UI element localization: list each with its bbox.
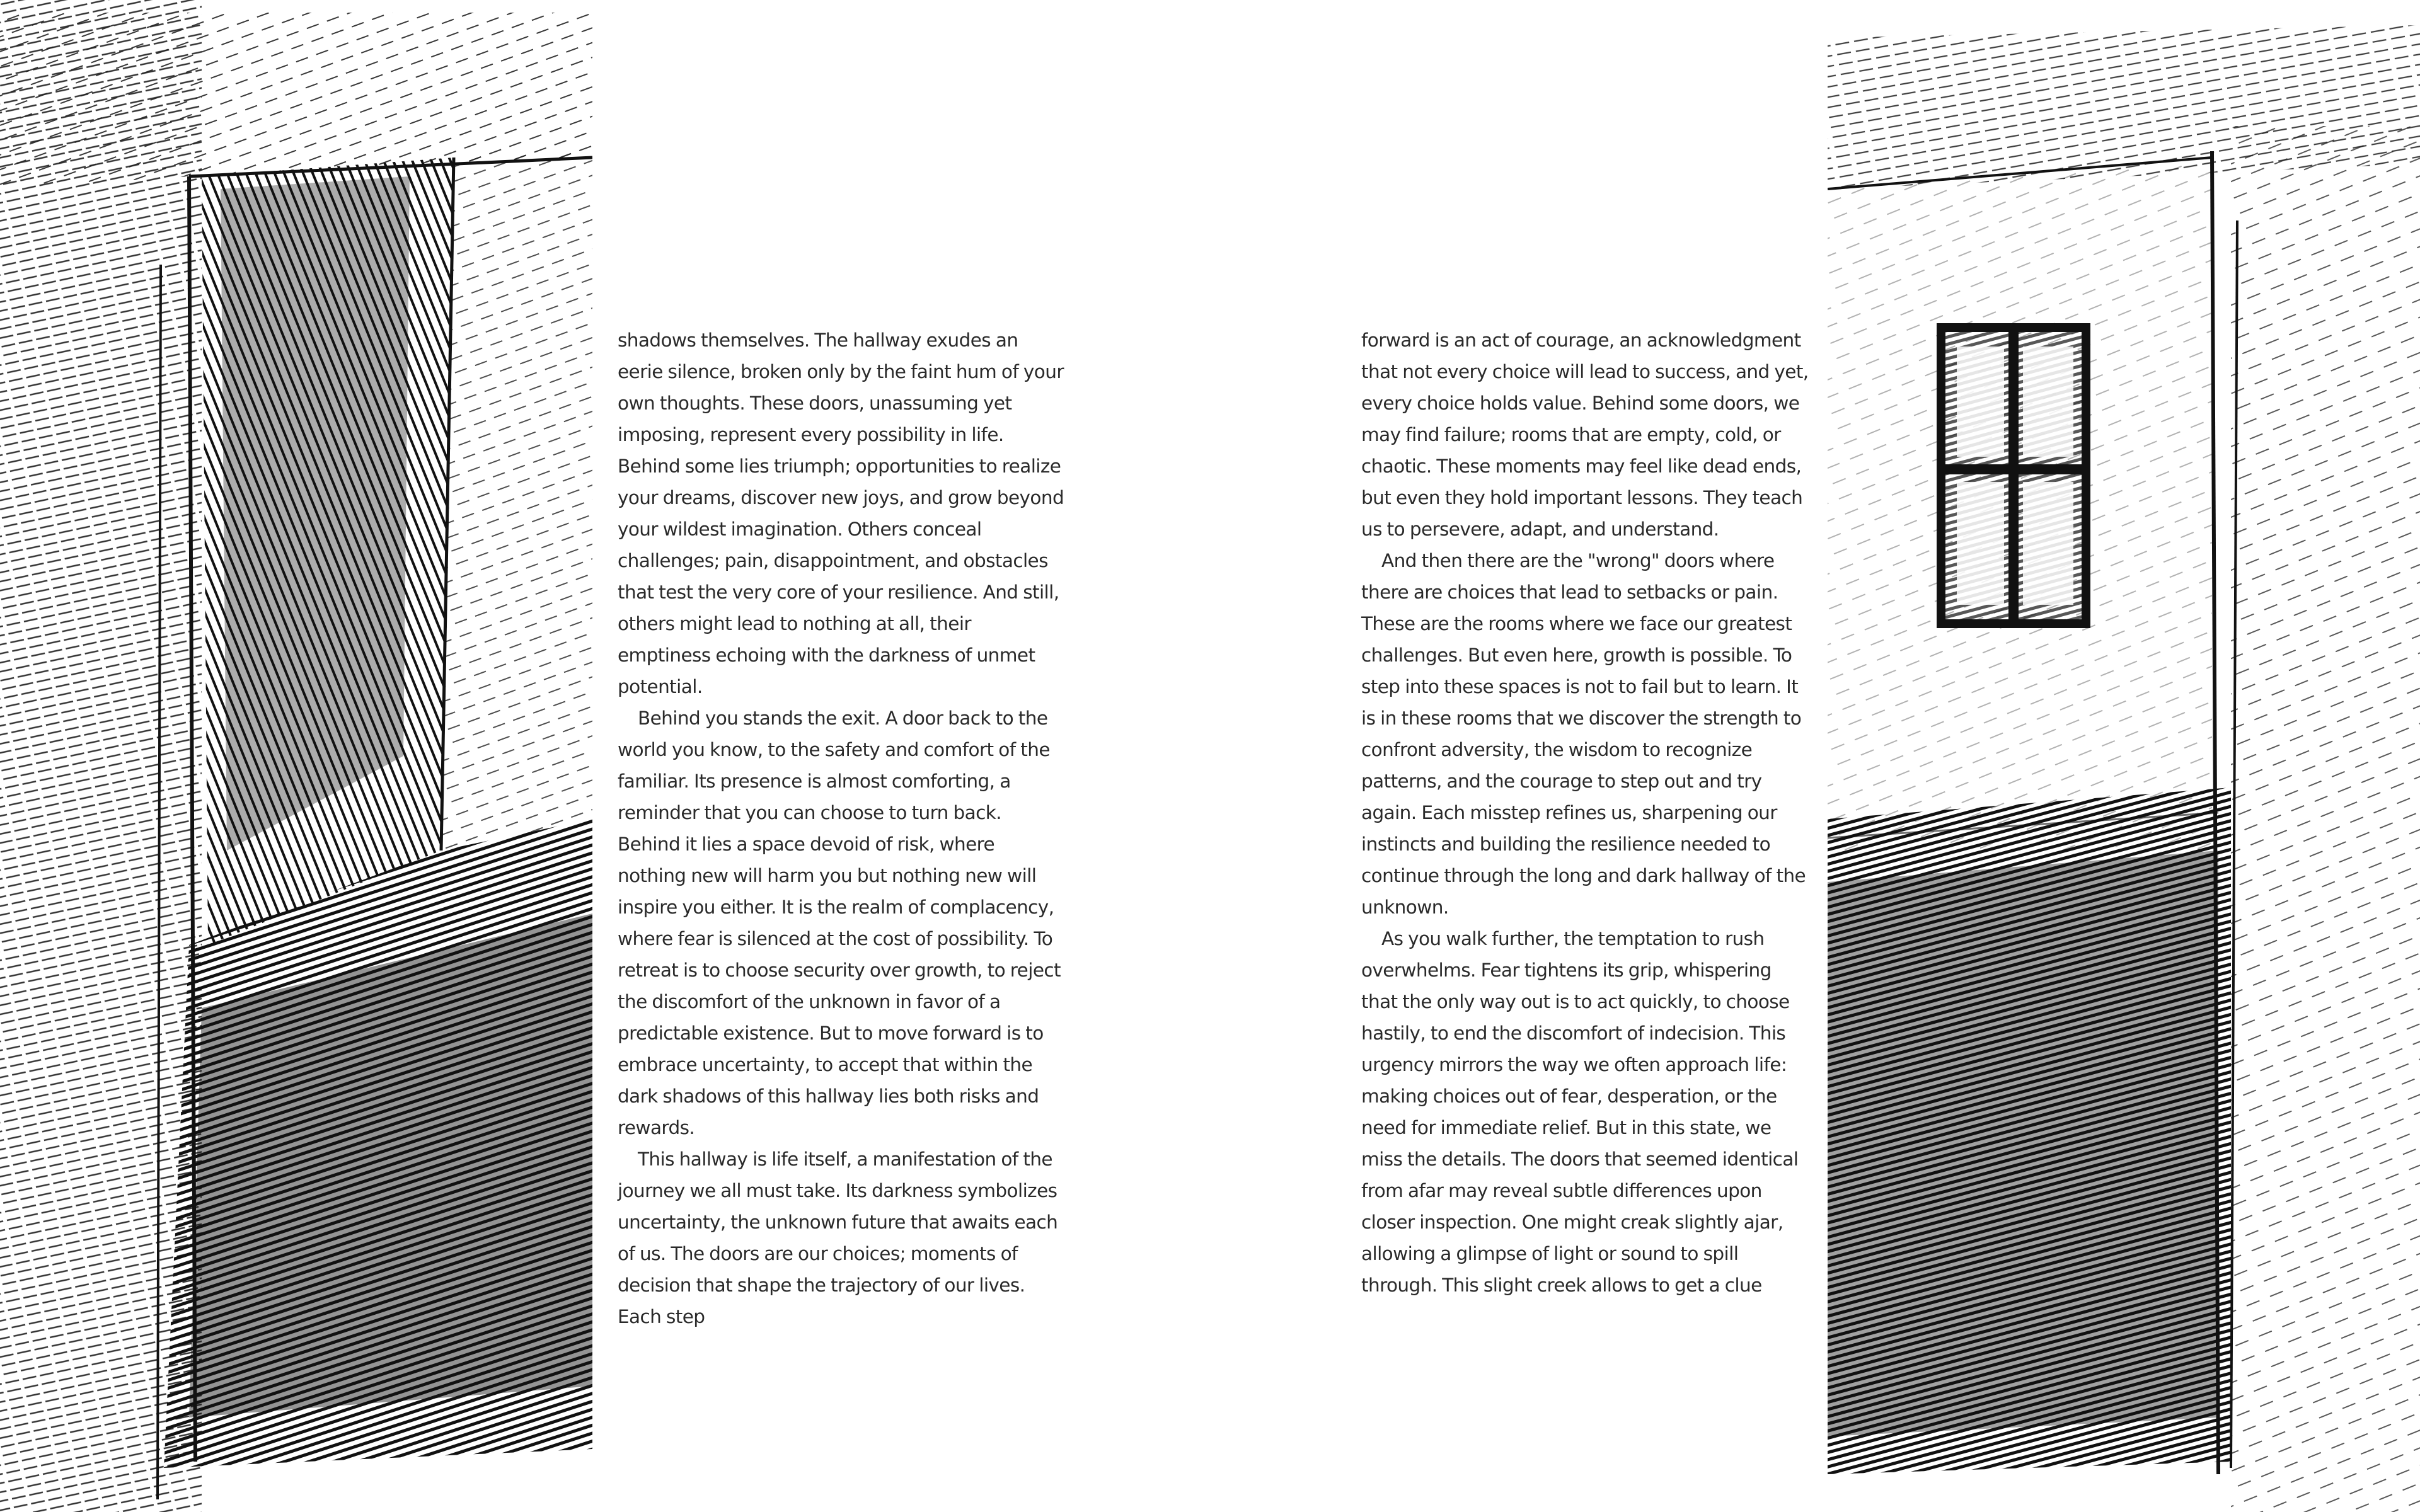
left-paragraph-1: shadows themselves. The hallway exudes an eerie silence, broken only by the faint hum of your own thoughts. These doors, unassuming yet imposing, represent every possibility in life. Behind some lies triumph; opportunities to realize your dreams, discover new joys, and grow beyond your wildest imagination. Others conceal challenges; pain, disappointment, and obstacles that test the very core of your resilience. And still, others might lead to nothing at all, their emptiness echoing with the darkness of unmet potential. (618, 329, 1064, 697)
left-page-text (618, 324, 1065, 1332)
right-page-text (1361, 324, 1809, 1301)
window-sketch-icon (1828, 0, 2420, 1512)
hallway-sketch-icon (0, 0, 592, 1512)
right-paragraph-1: forward is an act of courage, an acknowledgment that not every choice will lead to success, and yet, every choice holds value. Behind some doors, we may find failure; rooms that are empty, cold, or chaotic. These moments may feel like dead ends, but even they hold important lessons. They teach us to persevere, adapt, and understand. (1361, 329, 1809, 540)
left-paragraph-3: This hallway is life itself, a manifestation of the journey we all must take. Its darkness symbolizes uncertainty, the unknown future that awaits each of us. The doors are our choices; moments of decision that shape the trajectory of our lives. Each step (618, 1148, 1058, 1327)
window-sketch-illustration (1828, 0, 2420, 1512)
left-paragraph-2: Behind you stands the exit. A door back to the world you know, to the safety and comfort of the familiar. Its presence is almost comforting, a reminder that you can choose to turn back. Behind it lies a space devoid of risk, where nothing new will harm you but nothing new will inspire you either. It is the realm of complacency, where fear is silenced at the cost of possibility. To retreat is to choose security over growth, to reject the discomfort of the unknown in favor of a predictable existence. But to move forward is to embrace uncertainty, to accept that within the dark shadows of this hallway lies both risks and rewards. (618, 707, 1061, 1138)
right-paragraph-2: And then there are the "wrong" doors where there are choices that lead to setbacks or pain. These are the rooms where we face our greatest challenges. But even here, growth is possible. To step into these spaces is not to fail but to learn. It is in these rooms that we discover the strength to confront adversity, the wisdom to recognize patterns, and the courage to step out and try again. Each misstep refines us, sharpening our instincts and building the resilience needed to continue through the long and dark hallway of the unknown. (1361, 550, 1806, 918)
hallway-sketch-illustration (0, 0, 592, 1512)
right-paragraph-3: As you walk further, the temptation to rush overwhelms. Fear tightens its grip, whispering that the only way out is to act quickly, to choose hastily, to end the discomfort of indecision. This urgency mirrors the way we often approach life: making choices out of fear, desperation, or the need for immediate relief. But in this state, we miss the details. The doors that seemed identical from afar may reveal subtle differences upon closer inspection. One might creak slightly ajar, allowing a glimpse of light or sound to spill through. This slight creek allows to get a clue (1361, 928, 1799, 1296)
